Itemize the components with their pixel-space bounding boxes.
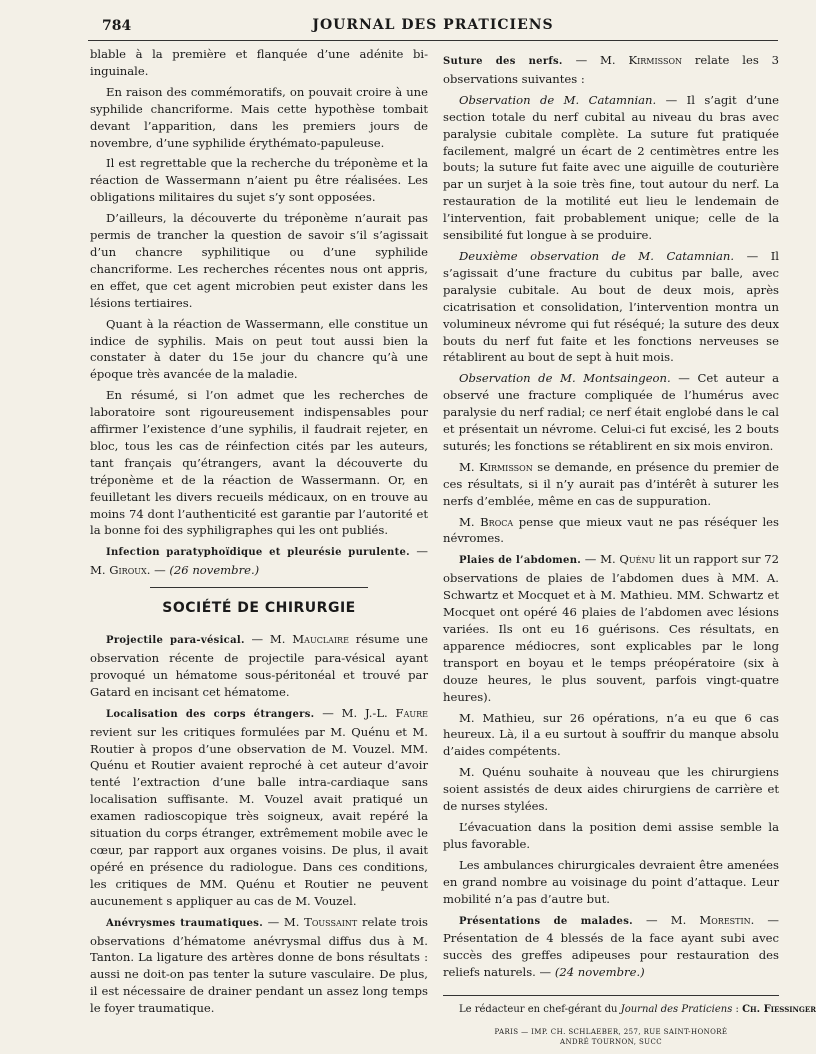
observation-text: Il s’agit d’une section totale du nerf cubital au niveau du bras avec paralysie cubitale complète. La suture fut pratiquée facilement, malgré un écart de 2 centimètres entre les bouts; la suture fut faite avec une aiguille de couturière par un surjet à la soie très fine, tout autour du nerf. La restauration de la motilité eut lieu le lendemain de l’intervention, fait probablement unique; celle de la sensibilité fut longue à se produire. — [443, 92, 779, 243]
journal-name: Journal des Praticiens — [620, 1004, 733, 1016]
item-heading: Plaies de l’abdomen. — [459, 555, 582, 567]
observation-title: Observation de M. Catamnian. — [459, 92, 657, 107]
page-header — [88, 14, 778, 41]
observation-text: Il s’agissait d’une fracture du cubitus par balle, avec paralysie cubitale. Au bout de deux mois, après cicatrisation et consolidation, l’intervention montra un volumineux névrome qui fut réséqué; la suture des deux bouts du nerf fut faite et les fonctions nerveuses se rétablirent au bout de sept à huit mois. — [443, 248, 779, 365]
author-name: Morestin — [699, 912, 751, 927]
observation-1: Observation de M. Catamnian. — Il s’agit d’une section totale du nerf cubital au niveau du bras avec paralysie cubitale complète. La suture fut pratiquée facilement, malgré un écart de 2 centimètres entre les bouts; la suture fut faite avec une aiguille de couturière par un surjet à la soie très fine, tout autour du nerf. La restauration de la motilité eut lieu le lendemain de l’intervention, fait probablement unique; celle de la sensibilité fut longue à se produire. — [443, 92, 779, 243]
paragraph: M. Mathieu, sur 26 opérations, n’a eu que 6 cas heureux. Là, il a eu surtout à souffrir du manque absolu d’aides compétents. — [443, 710, 779, 759]
author-name: Giroux — [109, 563, 147, 578]
imprint-line: ANDRÉ TOURNON, SUCC — [560, 1038, 662, 1047]
paragraph: blable à la première et flanquée d’une adénite bi-inguinale. — [90, 47, 428, 78]
section-divider — [150, 587, 368, 588]
signature-text: Le rédacteur en chef-gérant du — [459, 1004, 618, 1016]
paragraph: L’évacuation dans la position demi assise semble la plus favorable. — [443, 819, 779, 851]
paragraph: En résumé, si l’on admet que les recherches de laboratoire sont rigoureusement indispensables pour affirmer l’existence d’une syphilis, il faudrait rejeter, en bloc, tous les cas de réinfection cités par les auteurs, tant français qu’étrangers, avant la découverte du tréponème et de la réaction de Wassermann. Or, en feuilletant les divers recueils médicaux, on en trouve au moins 74 dont l’authenticité est garantie par l’autorité et la bonne foi des syphiligraphes qui les ont publiés. — [90, 388, 428, 538]
imprint-line: PARIS — IMP. CH. SCHLAEBER, 257, RUE SAINT-HONORÉ — [494, 1028, 728, 1037]
item-projectile: Projectile para-vésical. — M. Mauclaire résume une observation récente de projectile para-vésical ayant provoqué un hématome sous-péritonéal et trouvé par Gatard en incisant cet hématome. — [90, 632, 429, 699]
author-name: J.-L. Faure — [365, 705, 428, 720]
item-plaies: Plaies de l’abdomen. — M. Quénu lit un rapport sur 72 observations de plaies de l’abdomen dues à MM. A. Schwartz et Mocquet et à M. Mathieu. MM. Schwartz et Mocquet ont opéré 46 plaies de l’abdomen avec lésions variées. Ils ont eu 16 guérisons. Ces résultats, en apparence médiocres, sont explicables par le long transport en boyau et le temps préopératoire (six à douze heures, le plus souvent, parfois vingt-quatre heures). — [443, 552, 779, 704]
item-text: lit un rapport sur 72 observations de plaies de l’abdomen dues à MM. A. Schwartz et Mocquet et à M. Mathieu. MM. Schwartz et Mocquet ont opéré 46 plaies de l’abdomen avec lésions variées. Ils ont eu 16 guérisons. Ces résultats, en apparence médiocres, sont explicables par le long transport en boyau et le temps préopératoire (six à douze heures, le plus souvent, parfois vingt-quatre heures). — [443, 552, 779, 704]
kirmisson-comment: M. Kirmisson se demande, en présence du premier de ces résultats, si il n’y aurait pas d’intérêt à suturer les nerfs d’emblée, même en cas de suppuration. — [443, 459, 779, 508]
item-heading: Suture des nerfs. — [443, 56, 563, 67]
item-infection: Infection paratyphoïdique et pleurésie purulente. — M. Giroux. — (26 novembre.) — [90, 544, 428, 578]
editor-name: Ch. Fiessinger — [742, 1004, 816, 1016]
session-date: (26 novembre.) — [169, 563, 260, 578]
item-text: Présentation de 4 blessés de la face ayant subi avec succès des greffes adipeuses pour restauration des reliefs naturels. — [443, 931, 779, 980]
author-name: Kirmisson — [628, 53, 683, 67]
item-text: pense que mieux vaut ne pas réséquer les névromes. — [443, 514, 779, 546]
footer-rule — [443, 995, 779, 996]
journal-title: JOURNAL DES PRATICIENS — [312, 17, 554, 33]
item-suture: Suture des nerfs. — M. Kirmisson relate les 3 observations suivantes : — [443, 53, 780, 86]
paragraph: M. Quénu souhaite à nouveau que les chirurgiens soient assistés de deux aides chirurgiens de carrière et de nurses stylées. — [443, 765, 779, 814]
right-column — [443, 52, 816, 1047]
printer-imprint — [443, 1027, 779, 1047]
item-heading: Projectile para-vésical. — [106, 635, 245, 647]
item-text: relate trois observations d’hématome anévrysmal diffus dus à M. Tanton. La ligature des artères donne de bons résultats : aussi ne doit-on pas tenter la suture vasculaire. De plus, il est nécessaire de drainer pendant un assez long temps le foyer traumatique. — [90, 914, 428, 1016]
observation-2: Deuxième observation de M. Catamnian. — Il s’agissait d’une fracture du cubitus par balle, avec paralysie cubitale. Au bout de deux mois, après cicatrisation et consolidation, l’intervention montra un volumineux névrome qui fut réséqué; la suture des deux bouts du nerf fut faite et les fonctions nerveuses se rétablirent au bout de sept à huit mois. — [443, 248, 779, 365]
left-column — [90, 46, 428, 1021]
author-name: Broca — [480, 514, 514, 529]
observation-3: Observation de M. Montsaingeon. — Cet auteur a observé une fracture compliquée de l’humérus avec paralysie du nerf radial; ce nerf était englobé dans le cal et présentait un névrome. Celui-ci fut excisé, les 2 bouts suturés; les fonctions se rétablirent en six mois environ. — [443, 371, 779, 453]
item-heading: Anévrysmes traumatiques. — [106, 917, 263, 929]
paragraph: Il est regrettable que la recherche du tréponème et la réaction de Wassermann n’aient pu être réalisées. Les obligations militaires du sujet s’y sont opposées. — [90, 156, 428, 205]
author-name: Mauclaire — [292, 632, 349, 647]
author-name: Quénu — [619, 552, 656, 567]
item-text: résume une observation récente de projectile para-vésical ayant provoqué un hématome sous-péritonéal et trouvé par Gatard en incisant cet hématome. — [90, 632, 429, 699]
item-text: revient sur les critiques formulées par M. Quénu et M. Routier à propos d’une observation de M. Vouzel. MM. Quénu et Routier avaient reproché à cet auteur d’avoir tenté l’extraction d’une balle intra-cardiaque sans localisation suffisante. M. Vouzel avait pratiqué un examen radioscopique très soigneux, avait repéré la situation du corps étranger, extrêmement mobile avec le cœur, par rapport aux organes voisins. De plus, il avait opéré en présence du radiologue. Dans ces conditions, les critiques de MM. Quénu et Routier ne peuvent aucunement s appliquer au cas de M. Vouzel. — [90, 724, 428, 908]
broca-comment: M. Broca pense que mieux vaut ne pas réséquer les névromes. — [443, 514, 779, 546]
item-heading: Infection paratyphoïdique et pleurésie purulente. — [106, 547, 410, 559]
author-name: Toussaint — [304, 914, 358, 929]
item-localisation: Localisation des corps étrangers. — M. J.-L. Faure revient sur les critiques formulées par M. Quénu et M. Routier à propos d’une observation de M. Vouzel. MM. Quénu et Routier avaient reproché à cet auteur d’avoir tenté l’extraction d’une balle intra-cardiaque sans localisation suffisante. M. Vouzel avait pratiqué un examen radioscopique très soigneux, avait repéré la situation du corps étranger, extrêmement mobile avec le cœur, par rapport aux organes voisins. De plus, il avait opéré en présence du radiologue. Dans ces conditions, les critiques de MM. Quénu et Routier ne peuvent aucunement s appliquer au cas de M. Vouzel. — [90, 705, 428, 908]
item-presentations: Présentations de malades. — M. Morestin. — Présentation de 4 blessés de la face ayant subi avec succès des greffes adipeuses pour restauration des reliefs naturels. — (24 novembre.) — [443, 912, 780, 980]
item-anevrysmes: Anévrysmes traumatiques. — M. Toussaint relate trois observations d’hématome anévrysmal diffus dus à M. Tanton. La ligature des artères donne de bons résultats : aussi ne doit-on pas tenter la suture vasculaire. De plus, il est nécessaire de drainer pendant un assez long temps le foyer traumatique. — [90, 914, 428, 1016]
paragraph: Quant à la réaction de Wassermann, elle constitue un indice de syphilis. Mais on peut tout aussi bien la constater à dater du 15e jour du chancre qu’à une époque très avancée de la maladie. — [90, 316, 428, 382]
item-text: se demande, en présence du premier de ces résultats, si il n’y aurait pas d’intérêt à suturer les nerfs d’emblée, même en cas de suppuration. — [443, 459, 779, 508]
page-number: 784 — [102, 18, 132, 34]
author-name: Kirmisson — [479, 459, 533, 474]
observation-title: Deuxième observation de M. Catamnian. — [459, 248, 735, 263]
session-date: (24 novembre.) — [554, 965, 645, 980]
item-text: relate les 3 observations suivantes : — [443, 53, 780, 86]
paragraph: En raison des commémoratifs, on pouvait croire à une syphilide chancriforme. Mais cette hypothèse tombait devant l’apparition, dans les premiers jours de novembre, d’une syphilide érythémato-papuleuse. — [90, 84, 428, 150]
item-heading: Localisation des corps étrangers. — [106, 708, 315, 720]
observation-text: Cet auteur a observé une fracture compliquée de l’humérus avec paralysie du nerf radial; ce nerf était englobé dans le cal et présentait un névrome. Celui-ci fut excisé, les 2 bouts suturés; les fonctions se rétablirent en six mois environ. — [443, 371, 779, 453]
paragraph: D’ailleurs, la découverte du tréponème n’aurait pas permis de trancher la question de savoir s’il s’agissait d’un chancre syphilitique ou d’une syphilide chancriforme. Les recherches récentes nous ont appris, en effet, que cet agent microbien peut exister dans les lésions tertiaires. — [90, 211, 428, 310]
observation-title: Observation de M. Montsaingeon. — [459, 371, 671, 386]
section-title: SOCIÉTÉ DE CHIRURGIE — [162, 600, 356, 617]
item-heading: Présentations de malades. — [459, 915, 633, 927]
paragraph: Les ambulances chirurgicales devraient être amenées en grand nombre au voisinage du point d’attaque. Leur mobilité n’a pas d’autre but. — [443, 857, 779, 906]
editor-signature: Le rédacteur en chef-gérant du Journal des Praticiens : Ch. Fiessinger — [459, 1004, 816, 1016]
